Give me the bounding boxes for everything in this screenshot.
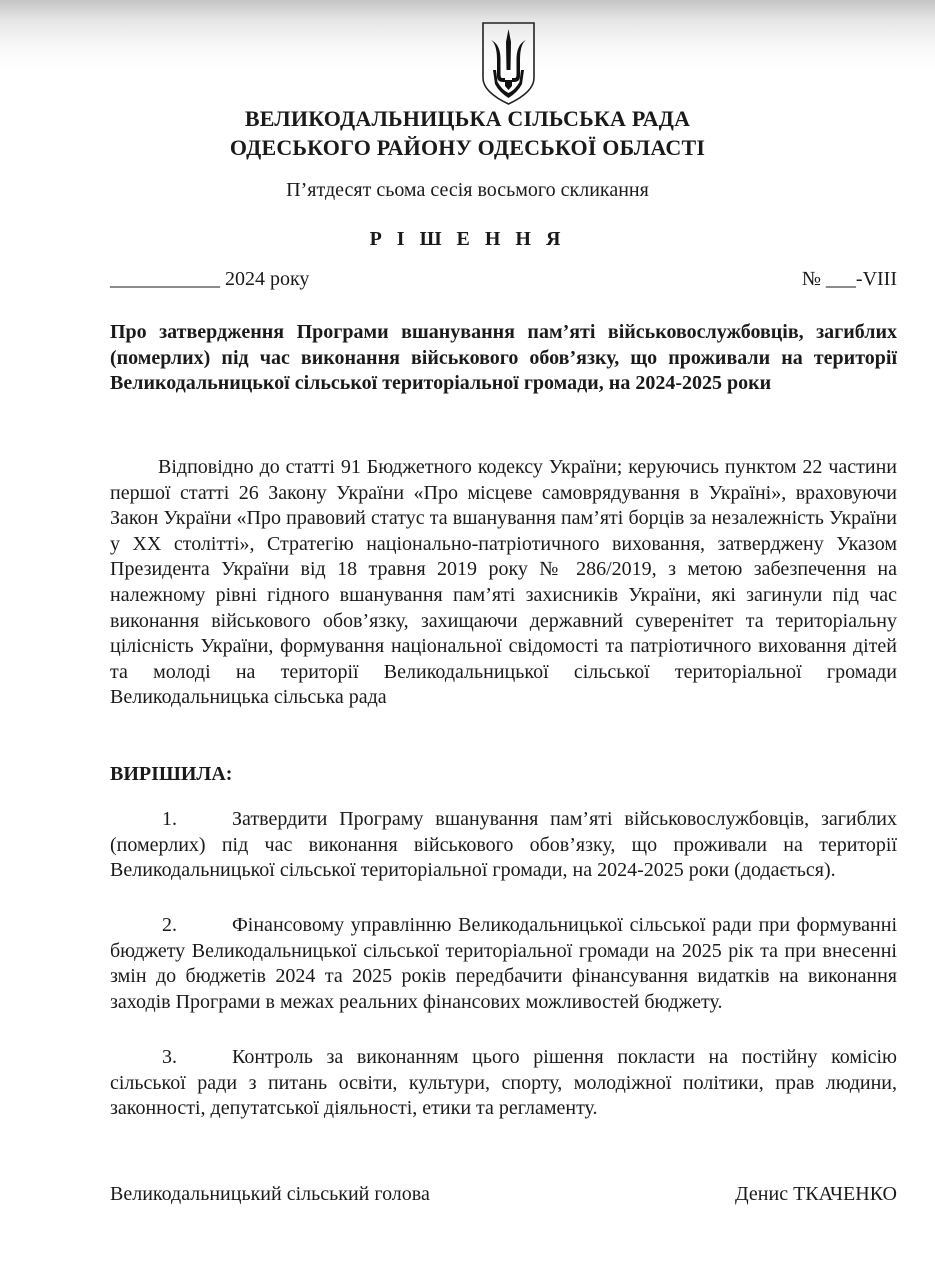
item-text: Контроль за виконанням цього рішення покласти на постійну комісію сільської ради з питань освіти, культури, спорту, молодіжної політики, прав людини, законності, депутатської діяльності, етики та регламенту.	[110, 1046, 897, 1120]
document-type: Р І Ш Е Н Н Я	[369, 228, 566, 250]
item-number: 1.	[162, 808, 177, 830]
signatory-position: Великодальницький сільський голова	[110, 1183, 430, 1205]
session-line: П’ятдесят сьома сесія восьмого скликання	[286, 179, 649, 201]
council-district: ОДЕСЬКОГО РАЙОНУ ОДЕСЬКОЇ ОБЛАСТІ	[229, 135, 706, 160]
item-text: Фінансовому управлінню Великодальницької сільської ради при формуванні бюджету Великодальницької сільської територіальної громади на 2025 рік та при внесенні змін до бюджетів 2024 та 2025 років передбачити фінансування видатків на виконання заходів Програми в межах реальних фінансових можливостей бюджету.	[110, 914, 897, 1013]
decision-title: Про затвердження Програми вшанування пам’яті військовослужбовців, загиблих (померлих) під час виконання військового обов’язку, що проживали на території Великодальницької сільської територіальної громади, на 2024-2025 роки	[110, 321, 897, 395]
decision-number: № ___-VIII	[801, 268, 897, 290]
council-name: ВЕЛИКОДАЛЬНИЦЬКА СІЛЬСЬКА РАДА	[244, 106, 691, 131]
date-number-line	[110, 268, 897, 291]
decision-date: ___________ 2024 року	[110, 268, 310, 290]
signature-block	[110, 1183, 897, 1206]
item-number: 2.	[162, 914, 177, 936]
item-number: 3.	[162, 1046, 177, 1068]
trident-coat-of-arms-icon	[481, 20, 536, 106]
resolution-item	[110, 913, 897, 1015]
item-text: Затвердити Програму вшанування пам’яті військовослужбовців, загиблих (померлих) під час виконання військового обов’язку, що проживали на території Великодальницької сільської територіальної громади, на 2024-2025 роки (додається).	[110, 808, 897, 882]
resolved-heading: ВИРІШИЛА:	[110, 763, 233, 785]
resolution-item	[110, 807, 897, 884]
resolution-item	[110, 1045, 897, 1122]
preamble-paragraph: Відповідно до статті 91 Бюджетного кодексу України; керуючись пунктом 22 частини першої статті 26 Закону України «Про місцеве самоврядування в Україні», враховуючи Закон України «Про правовий статус та вшанування пам’яті борців за незалежність України у ХХ столітті», Стратегію національно-патріотичного виховання, затверджену Указом Президента України від 18 травня 2019 року № 286/2019, з метою забезпечення на належному рівні гідного вшанування пам’яті захисників України, які загинули під час виконання військового обов’язку, захищаючи державний суверенітет та територіальну цілісність України, формування національної свідомості та патріотичного виховання дітей та молоді на території Великодальницької сільської територіальної громади Великодальницька сільська рада	[110, 456, 897, 709]
signatory-name: Денис ТКАЧЕНКО	[735, 1183, 897, 1205]
